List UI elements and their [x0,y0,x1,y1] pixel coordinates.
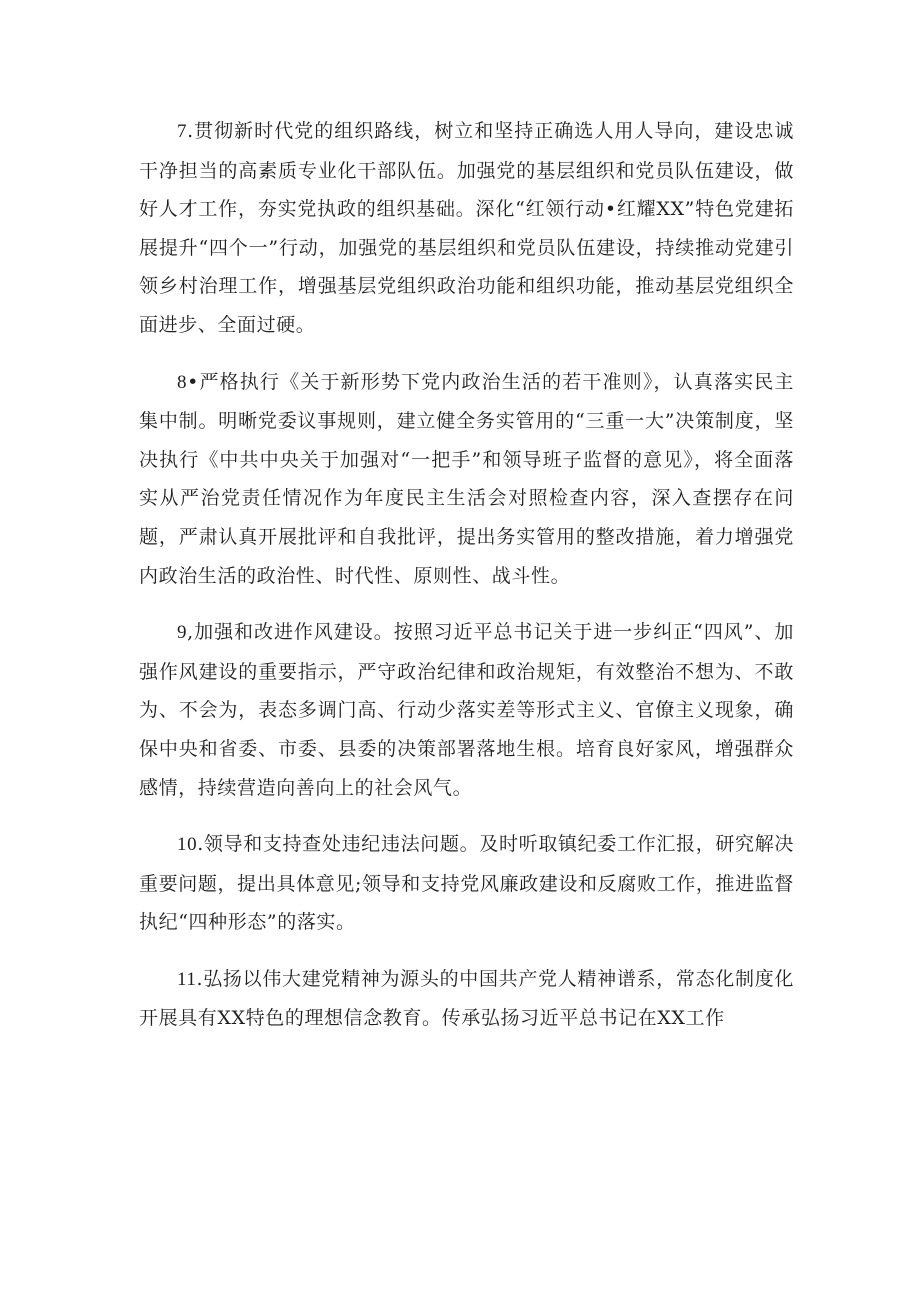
paragraph-text: .领导和支持查处违纪违法问题。及时听取镇纪委工作汇报，研究解决重要问题，提出具体意见;领导和支持党风廉政建设和反腐败工作，推进监督执纪“四种形态”的落实。 [139,833,794,934]
paragraph-number: 7 [177,121,188,142]
paragraph-8 [139,363,794,596]
paragraph-text: .弘扬以伟大建党精神为源头的中国共产党人精神谱系，常态化制度化开展具有XX特色的理想信念教育。传承弘扬习近平总书记在XX工作 [139,967,794,1030]
document-body [139,112,794,1056]
paragraph-number: 11 [177,968,197,990]
paragraph-number: 8 [177,371,188,393]
paragraph-number: 9 [177,622,188,644]
paragraph-9 [139,613,794,807]
paragraph-text: ,加强和改进作风建设。按照习近平总书记关于进一步纠正“四风”、加强作风建设的重要指示，严守政治纪律和政治规矩，有效整治不想为、不敢为、不会为，表态多调门高、行动少落实差等形式主义、官僚主义现象，确保中央和省委、市委、县委的决策部署落地生根。培育良好家风，增强群众感情，持续营造向善向上的社会风气。 [139,621,794,799]
paragraph-text: •严格执行《关于新形势下党内政治生活的若干准则》，认真落实民主集中制。明晰党委议事规则，建立健全务实管用的“三重一大”决策制度，坚决执行《中共中央关于加强对“一把手”和领导班子监督的意见》，将全面落实从严治党责任情况作为年度民主生活会对照检查内容，深入查摆存在问题，严肃认真开展批评和自我批评，提出务实管用的整改措施，着力增强党内政治生活的政治性、时代性、原则性、战斗性。 [139,370,794,587]
paragraph-11 [139,960,794,1038]
paragraph-7 [139,112,794,345]
paragraph-text: .贯彻新时代党的组织路线，树立和坚持正确选人用人导向，建设忠诚干净担当的高素质专业化干部队伍。加强党的基层组织和党员队伍建设，做好人才工作，夯实党执政的组织基础。深化“红领行动•红耀XX”特色党建拓展提升“四个一”行动，加强党的基层组织和党员队伍建设，持续推动党建引领乡村治理工作，增强基层党组织政治功能和组织功能，推动基层党组织全面进步、全面过硬。 [139,120,794,336]
paragraph-number: 10 [177,834,198,856]
paragraph-10 [139,825,794,942]
